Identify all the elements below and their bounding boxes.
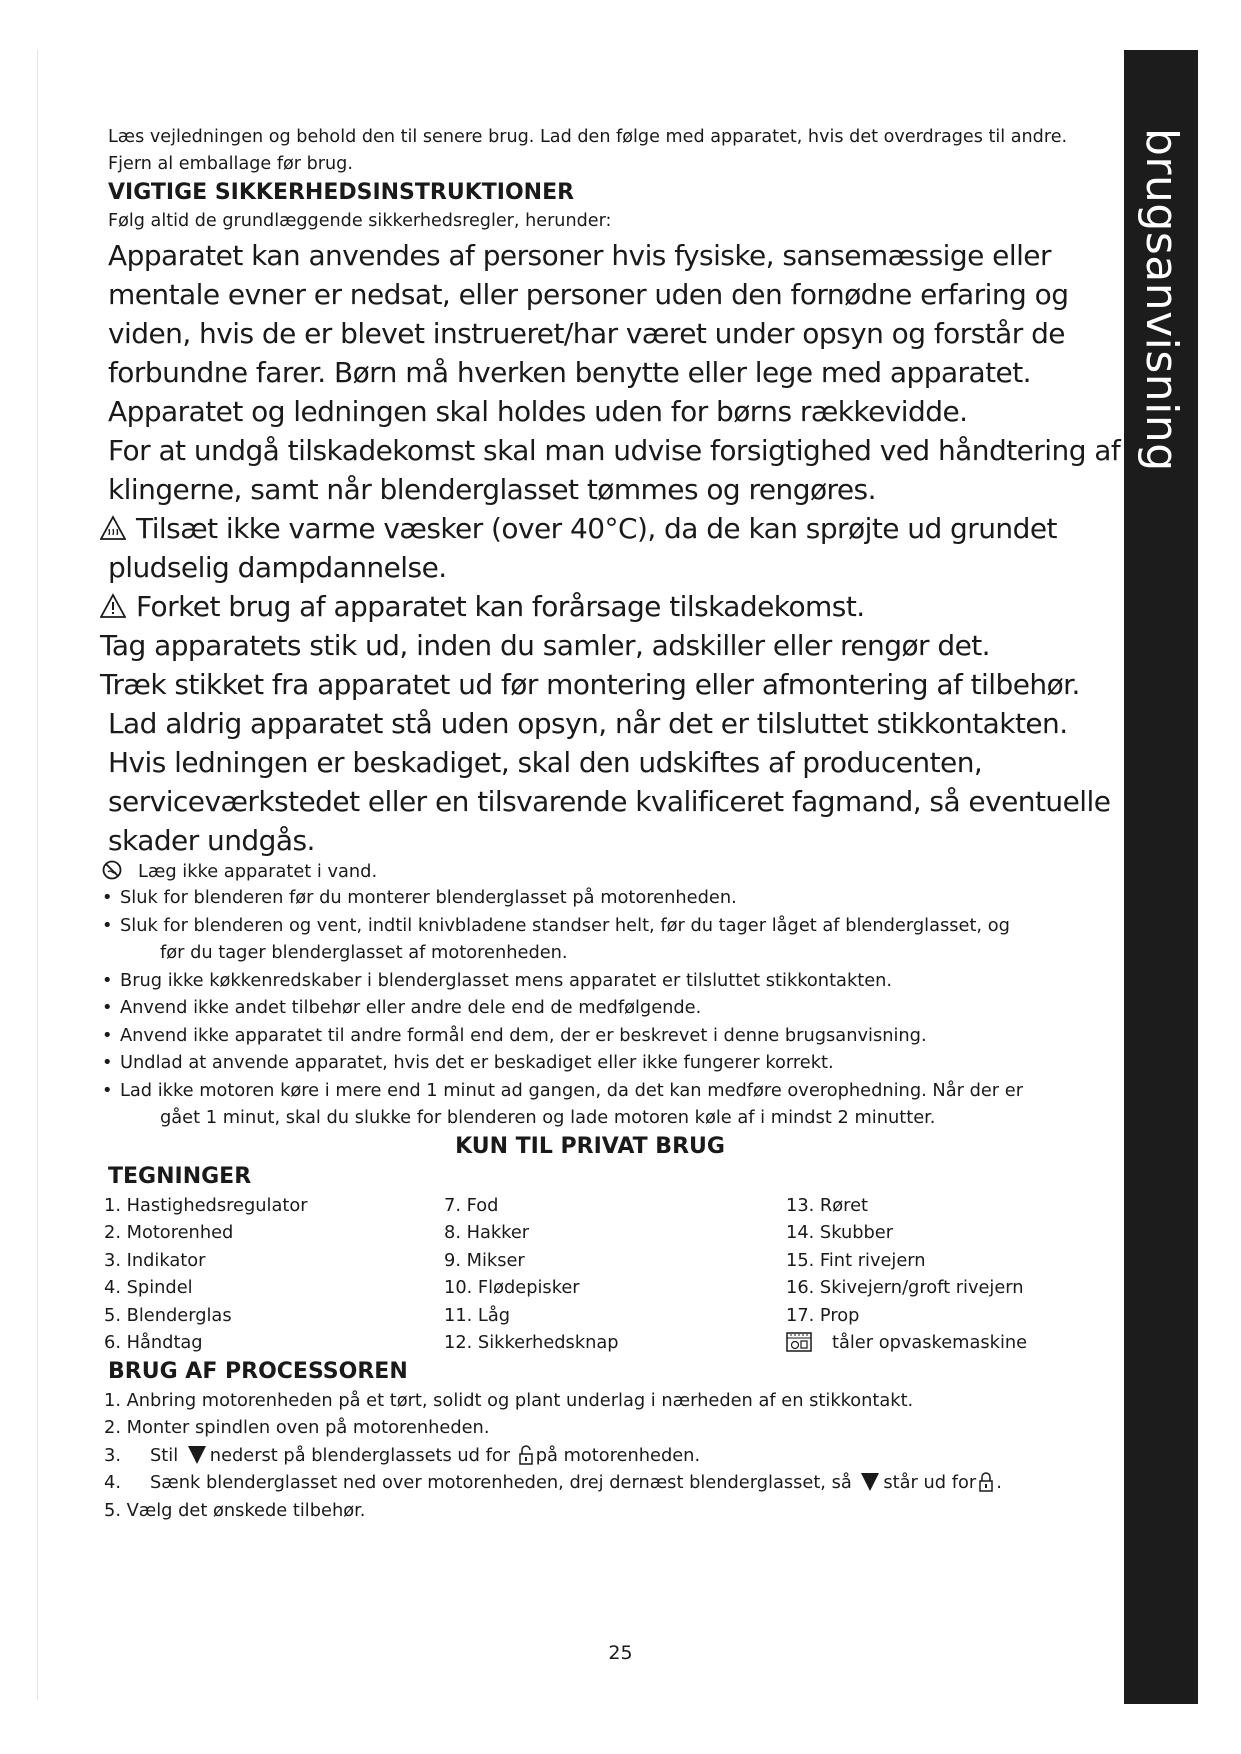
dishwasher-label: tåler opvaskemaskine [832,1332,1028,1353]
safety-subheading: Følg altid de grundlæggende sikkerhedsregler, herunder: [108,211,612,231]
parts-list [104,1192,1120,1357]
list-item [100,1049,1120,1077]
step-3-number: 3. [104,1444,121,1466]
safety-line: mentale evner er nedsat, eller personer uden den fornødne erfaring og [108,278,1069,311]
part-item: 10. Flødepisker [444,1277,580,1298]
part-item: 14. Skubber [786,1222,894,1243]
list-item [100,884,1120,912]
no-water-note [100,860,1120,884]
bullet-text: Sluk for blenderen og vent, indtil knivbladene standser helt, før du tager låget af blenderglasset, og [120,914,1010,936]
safety-line: forbundne farer. Børn må hverken benytte eller lege med apparatet. [108,356,1032,389]
part-item: 12. Sikkerhedsknap [444,1332,619,1353]
step-4-text: Sænk blenderglasset ned over motorenheden, drej dernæst blenderglasset, så [150,1472,852,1493]
page-content [100,124,1120,1524]
part-item: 8. Hakker [444,1222,530,1243]
part-item: 7. Fod [444,1194,499,1216]
list-item [100,994,1120,1022]
part-item: 3. Indikator [104,1249,206,1271]
misuse-warning [100,587,1120,626]
page-number: 25 [608,1642,633,1664]
bullet-text-cont: før du tager blenderglasset af motorenheden. [160,942,568,963]
part-item: 15. Fint rivejern [786,1249,926,1271]
dishwasher-icon [786,1332,812,1352]
arrow-marker-icon [188,1446,206,1464]
unattended-warning: Lad aldrig apparatet stå uden opsyn, når det er tilsluttet stikkontakten. [108,707,1068,740]
dishwasher-safe-row [786,1329,1086,1357]
hot-liquid-warning-text: Tilsæt ikke varme væsker (over 40°C), da de kan sprøjte ud grundet [136,512,1057,545]
page-margin-line [37,50,38,1700]
bullet-text-cont: gået 1 minut, skal du slukke for blenderen og lade motoren køle af i mindst 2 minutter. [160,1107,936,1128]
unlock-icon [518,1444,534,1466]
parts-column-1 [104,1192,444,1357]
processor-steps [100,1387,1120,1525]
processor-heading: BRUG AF PROCESSOREN [108,1358,408,1384]
safety-heading: VIGTIGE SIKKERHEDSINSTRUKTIONER [108,180,575,205]
step-4 [104,1469,1120,1497]
step-3-text: på motorenheden. [535,1444,701,1466]
part-item: 4. Spindel [104,1277,193,1298]
bullet-text: Brug ikke køkkenredskaber i blenderglasset mens apparatet er tilsluttet stikkontakten. [120,969,893,991]
safety-big-block [100,236,1120,860]
step-3-text: nederst på blenderglassets ud for [209,1444,511,1466]
safety-line: For at undgå tilskadekomst skal man udvise forsigtighed ved håndtering af [108,434,1121,467]
list-item [100,912,1120,967]
step-4-text: . [996,1472,1002,1493]
step-2: 2. Monter spindlen oven på motorenheden. [104,1417,490,1438]
step-3-text: Stil [150,1444,179,1466]
safety-line: Apparatet kan anvendes af personer hvis fysiske, sansemæssige eller [108,239,1051,272]
cord-line: skader undgås. [108,824,315,857]
part-item: 2. Motorenhed [104,1222,234,1243]
step-4-text: står ud for [883,1472,977,1493]
part-item: 13. Røret [786,1194,868,1216]
cord-line: serviceværkstedet eller en tilsvarende kvalificeret fagmand, så eventuelle [108,785,1111,818]
bullet-text: Anvend ikke andet tilbehør eller andre dele end de medfølgende. [120,997,702,1018]
step-4-number: 4. [104,1472,121,1493]
list-item [100,967,1120,995]
part-item: 11. Låg [444,1304,511,1326]
warning-triangle-icon [100,593,126,619]
unplug-accessories: Træk stikket fra apparatet ud før montering eller afmontering af tilbehør. [100,668,1080,701]
bullet-text: Sluk for blenderen før du monterer blenderglasset på motorenheden. [120,887,737,908]
safety-line: viden, hvis de er blevet instrueret/har været under opsyn og forstår de [108,317,1065,350]
parts-column-3 [786,1192,1086,1357]
parts-column-2 [444,1192,786,1357]
part-item: 5. Blenderglas [104,1304,232,1326]
part-item: 1. Hastighedsregulator [104,1194,308,1216]
part-item: 9. Mikser [444,1249,525,1271]
part-item: 16. Skivejern/groft rivejern [786,1277,1024,1298]
part-item: 6. Håndtag [104,1332,203,1353]
hot-liquid-warning [100,509,1120,548]
part-item: 17. Prop [786,1304,860,1326]
arrow-marker-icon [861,1473,879,1491]
hot-liquid-warning-cont: pludselig dampdannelse. [108,551,447,584]
list-item [100,1077,1120,1132]
bullet-text: Undlad at anvende apparatet, hvis det er beskadiget eller ikke fungerer korrekt. [120,1052,834,1073]
step-3 [104,1442,1120,1470]
step-5: 5. Vælg det ønskede tilbehør. [104,1499,366,1521]
safety-line: klingerne, samt når blenderglasset tømmes og rengøres. [108,473,876,506]
intro-text: Læs vejledningen og behold den til senere brug. Lad den følge med apparatet, hvis det overdrages til andre. Fjern al emballage før brug. [108,127,1068,174]
private-use-heading: KUN TIL PRIVAT BRUG [455,1133,725,1159]
lock-icon [978,1471,994,1493]
list-item [100,1022,1120,1050]
cord-line: Hvis ledningen er beskadiget, skal den udskiftes af producenten, [108,746,983,779]
bullet-text: Lad ikke motoren køre i mere end 1 minut ad gangen, da det kan medføre overophedning. Når der er [120,1079,1024,1101]
drawings-heading: TEGNINGER [108,1163,252,1189]
unplug-assemble: Tag apparatets stik ud, inden du samler, adskiller eller rengør det. [100,629,991,662]
hot-surface-warning-icon [100,515,126,541]
side-tab-label: brugsanvisning [1136,128,1187,472]
no-water-icon [102,860,122,880]
step-1: 1. Anbring motorenheden på et tørt, solidt og plant underlag i nærheden af en stikkontakt. [104,1389,914,1411]
safety-bullet-list [100,884,1120,1132]
bullet-text: Anvend ikke apparatet til andre formål end dem, der er beskrevet i denne brugsanvisning. [120,1024,927,1046]
no-water-text: Læg ikke apparatet i vand. [138,861,378,882]
misuse-warning-text: Forket brug af apparatet kan forårsage tilskadekomst. [136,590,865,623]
safety-line: Apparatet og ledningen skal holdes uden for børns rækkevidde. [108,395,968,428]
